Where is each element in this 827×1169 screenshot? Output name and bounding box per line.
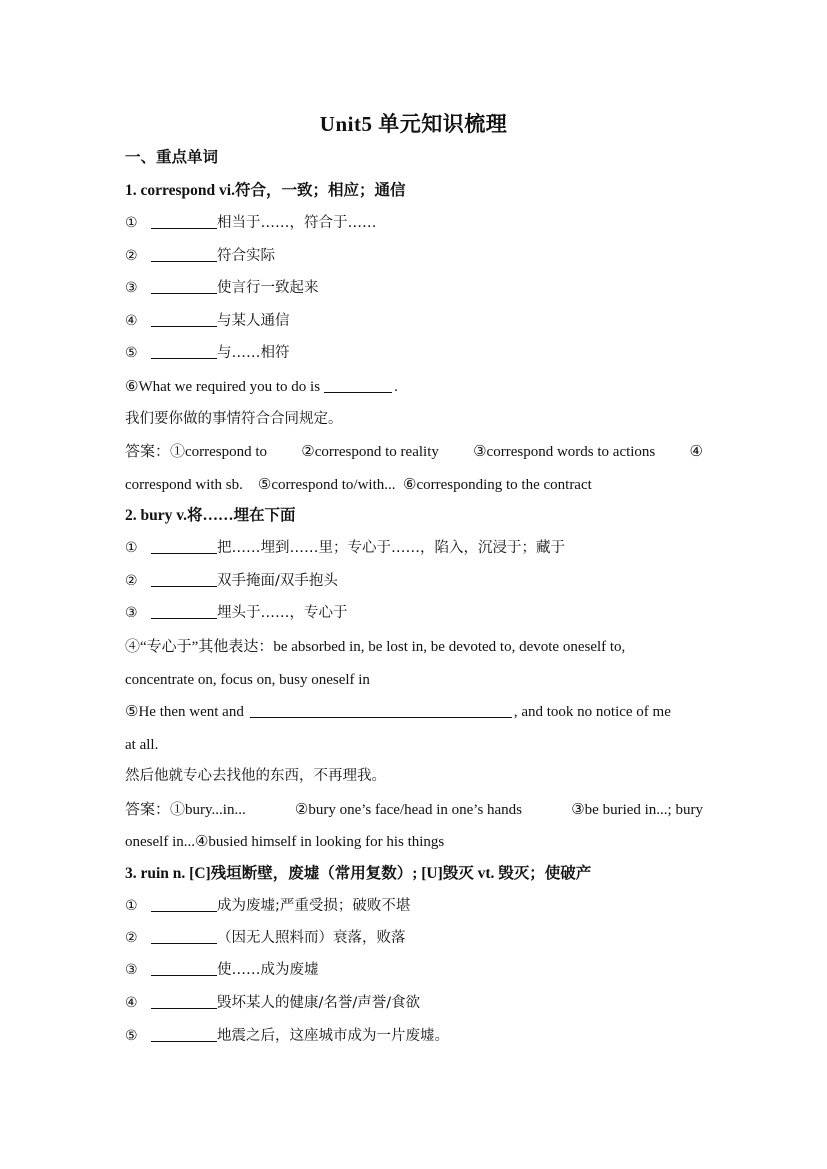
item-meaning: 地震之后，这座城市成为一片废墟。 xyxy=(217,1028,449,1044)
item-number: ③ xyxy=(125,605,138,621)
answer-blank[interactable] xyxy=(250,702,512,718)
item-number: ② xyxy=(125,573,138,589)
exercise-item xyxy=(125,1025,449,1047)
word-heading-correspond: 1. correspond vi.符合，一致；相应；通信 xyxy=(125,182,406,199)
answer-blank[interactable] xyxy=(151,571,217,587)
item-number: ③ xyxy=(125,962,138,978)
item-meaning: 双手掩面/双手抱头 xyxy=(217,573,338,589)
item-number: ① xyxy=(125,898,138,914)
item-meaning: （因无人照料而）衰落，败落 xyxy=(217,930,406,946)
item-meaning: 使……成为废墟 xyxy=(217,962,319,978)
page-title: Unit5 单元知识梳理 xyxy=(319,112,508,136)
item-meaning: 与……相符 xyxy=(217,345,290,361)
exercise-item xyxy=(125,959,319,981)
usage-note: ④“专心于”其他表达：be absorbed in, be lost in, be devoted to, devote oneself to, xyxy=(125,639,626,655)
answer-blank[interactable] xyxy=(151,213,217,229)
answer-blank[interactable] xyxy=(151,1026,217,1042)
item-number: ④ xyxy=(125,313,138,329)
answer-blank[interactable] xyxy=(151,960,217,976)
answer-blank[interactable] xyxy=(151,928,217,944)
item-meaning: 把……埋到……里；专心于……，陷入，沉浸于；藏于 xyxy=(217,540,565,556)
exercise-item xyxy=(125,245,275,267)
item-number: ⑤ xyxy=(125,345,138,361)
answer-blank[interactable] xyxy=(151,993,217,1009)
answer-blank[interactable] xyxy=(151,246,217,262)
answer-blank[interactable] xyxy=(151,311,217,327)
item-number: ② xyxy=(125,930,138,946)
exercise-item xyxy=(125,570,338,592)
exercise-item xyxy=(125,342,290,364)
example-sentence: ⑤He then went and , and took no notice of me xyxy=(125,704,671,720)
item-number: ⑤ xyxy=(125,1028,138,1044)
example-translation: 然后他就专心去找他的东西，不再理我。 xyxy=(125,768,386,784)
exercise-item xyxy=(125,992,420,1014)
answer-blank[interactable] xyxy=(151,538,217,554)
exercise-item xyxy=(125,927,406,949)
exercise-item xyxy=(125,310,290,332)
answer-line: 答案：①bury...in... ②bury one’s face/head in one’s hands ③be buried in...; bury xyxy=(125,802,703,818)
answer-blank[interactable] xyxy=(324,377,392,393)
item-meaning: 与某人通信 xyxy=(217,313,290,329)
word-heading-bury: 2. bury v.将……埋在下面 xyxy=(125,507,296,524)
item-number: ① xyxy=(125,215,138,231)
item-meaning: 埋头于……，专心于 xyxy=(217,605,348,621)
item-number: ① xyxy=(125,540,138,556)
exercise-item xyxy=(125,277,319,299)
item-number: ④ xyxy=(125,995,138,1011)
example-sentence-cont: at all. xyxy=(125,737,159,753)
item-meaning: 成为废墟;严重受损；破败不堪 xyxy=(217,898,411,914)
answer-line: 答案：①correspond to ②correspond to reality ③correspond words to actions ④ xyxy=(125,444,703,460)
item-meaning: 使言行一致起来 xyxy=(217,280,319,296)
answer-line: correspond with sb. ⑤correspond to/with... ⑥corresponding to the contract xyxy=(125,477,592,493)
example-translation: 我们要你做的事情符合合同规定。 xyxy=(125,411,343,427)
exercise-item xyxy=(125,212,377,234)
item-meaning: 相当于……，符合于…… xyxy=(217,215,377,231)
answer-blank[interactable] xyxy=(151,343,217,359)
item-number: ③ xyxy=(125,280,138,296)
word-heading-ruin: 3. ruin n. [C]残垣断壁，废墟（常用复数）; [U]毁灭 vt. 毁灭；使破产 xyxy=(125,865,592,882)
exercise-item xyxy=(125,537,565,559)
item-meaning: 毁坏某人的健康/名誉/声誉/食欲 xyxy=(217,995,421,1011)
answer-blank[interactable] xyxy=(151,278,217,294)
answer-line: oneself in...④busied himself in looking for his things xyxy=(125,834,445,850)
answer-blank[interactable] xyxy=(151,896,217,912)
exercise-item xyxy=(125,602,348,624)
exercise-item xyxy=(125,895,410,917)
section-heading: 一、重点单词 xyxy=(125,149,219,166)
item-number: ② xyxy=(125,248,138,264)
example-sentence: ⑥What we required you to do is . xyxy=(125,379,398,395)
usage-note: concentrate on, focus on, busy oneself in xyxy=(125,672,370,688)
answer-blank[interactable] xyxy=(151,603,217,619)
item-meaning: 符合实际 xyxy=(217,248,275,264)
